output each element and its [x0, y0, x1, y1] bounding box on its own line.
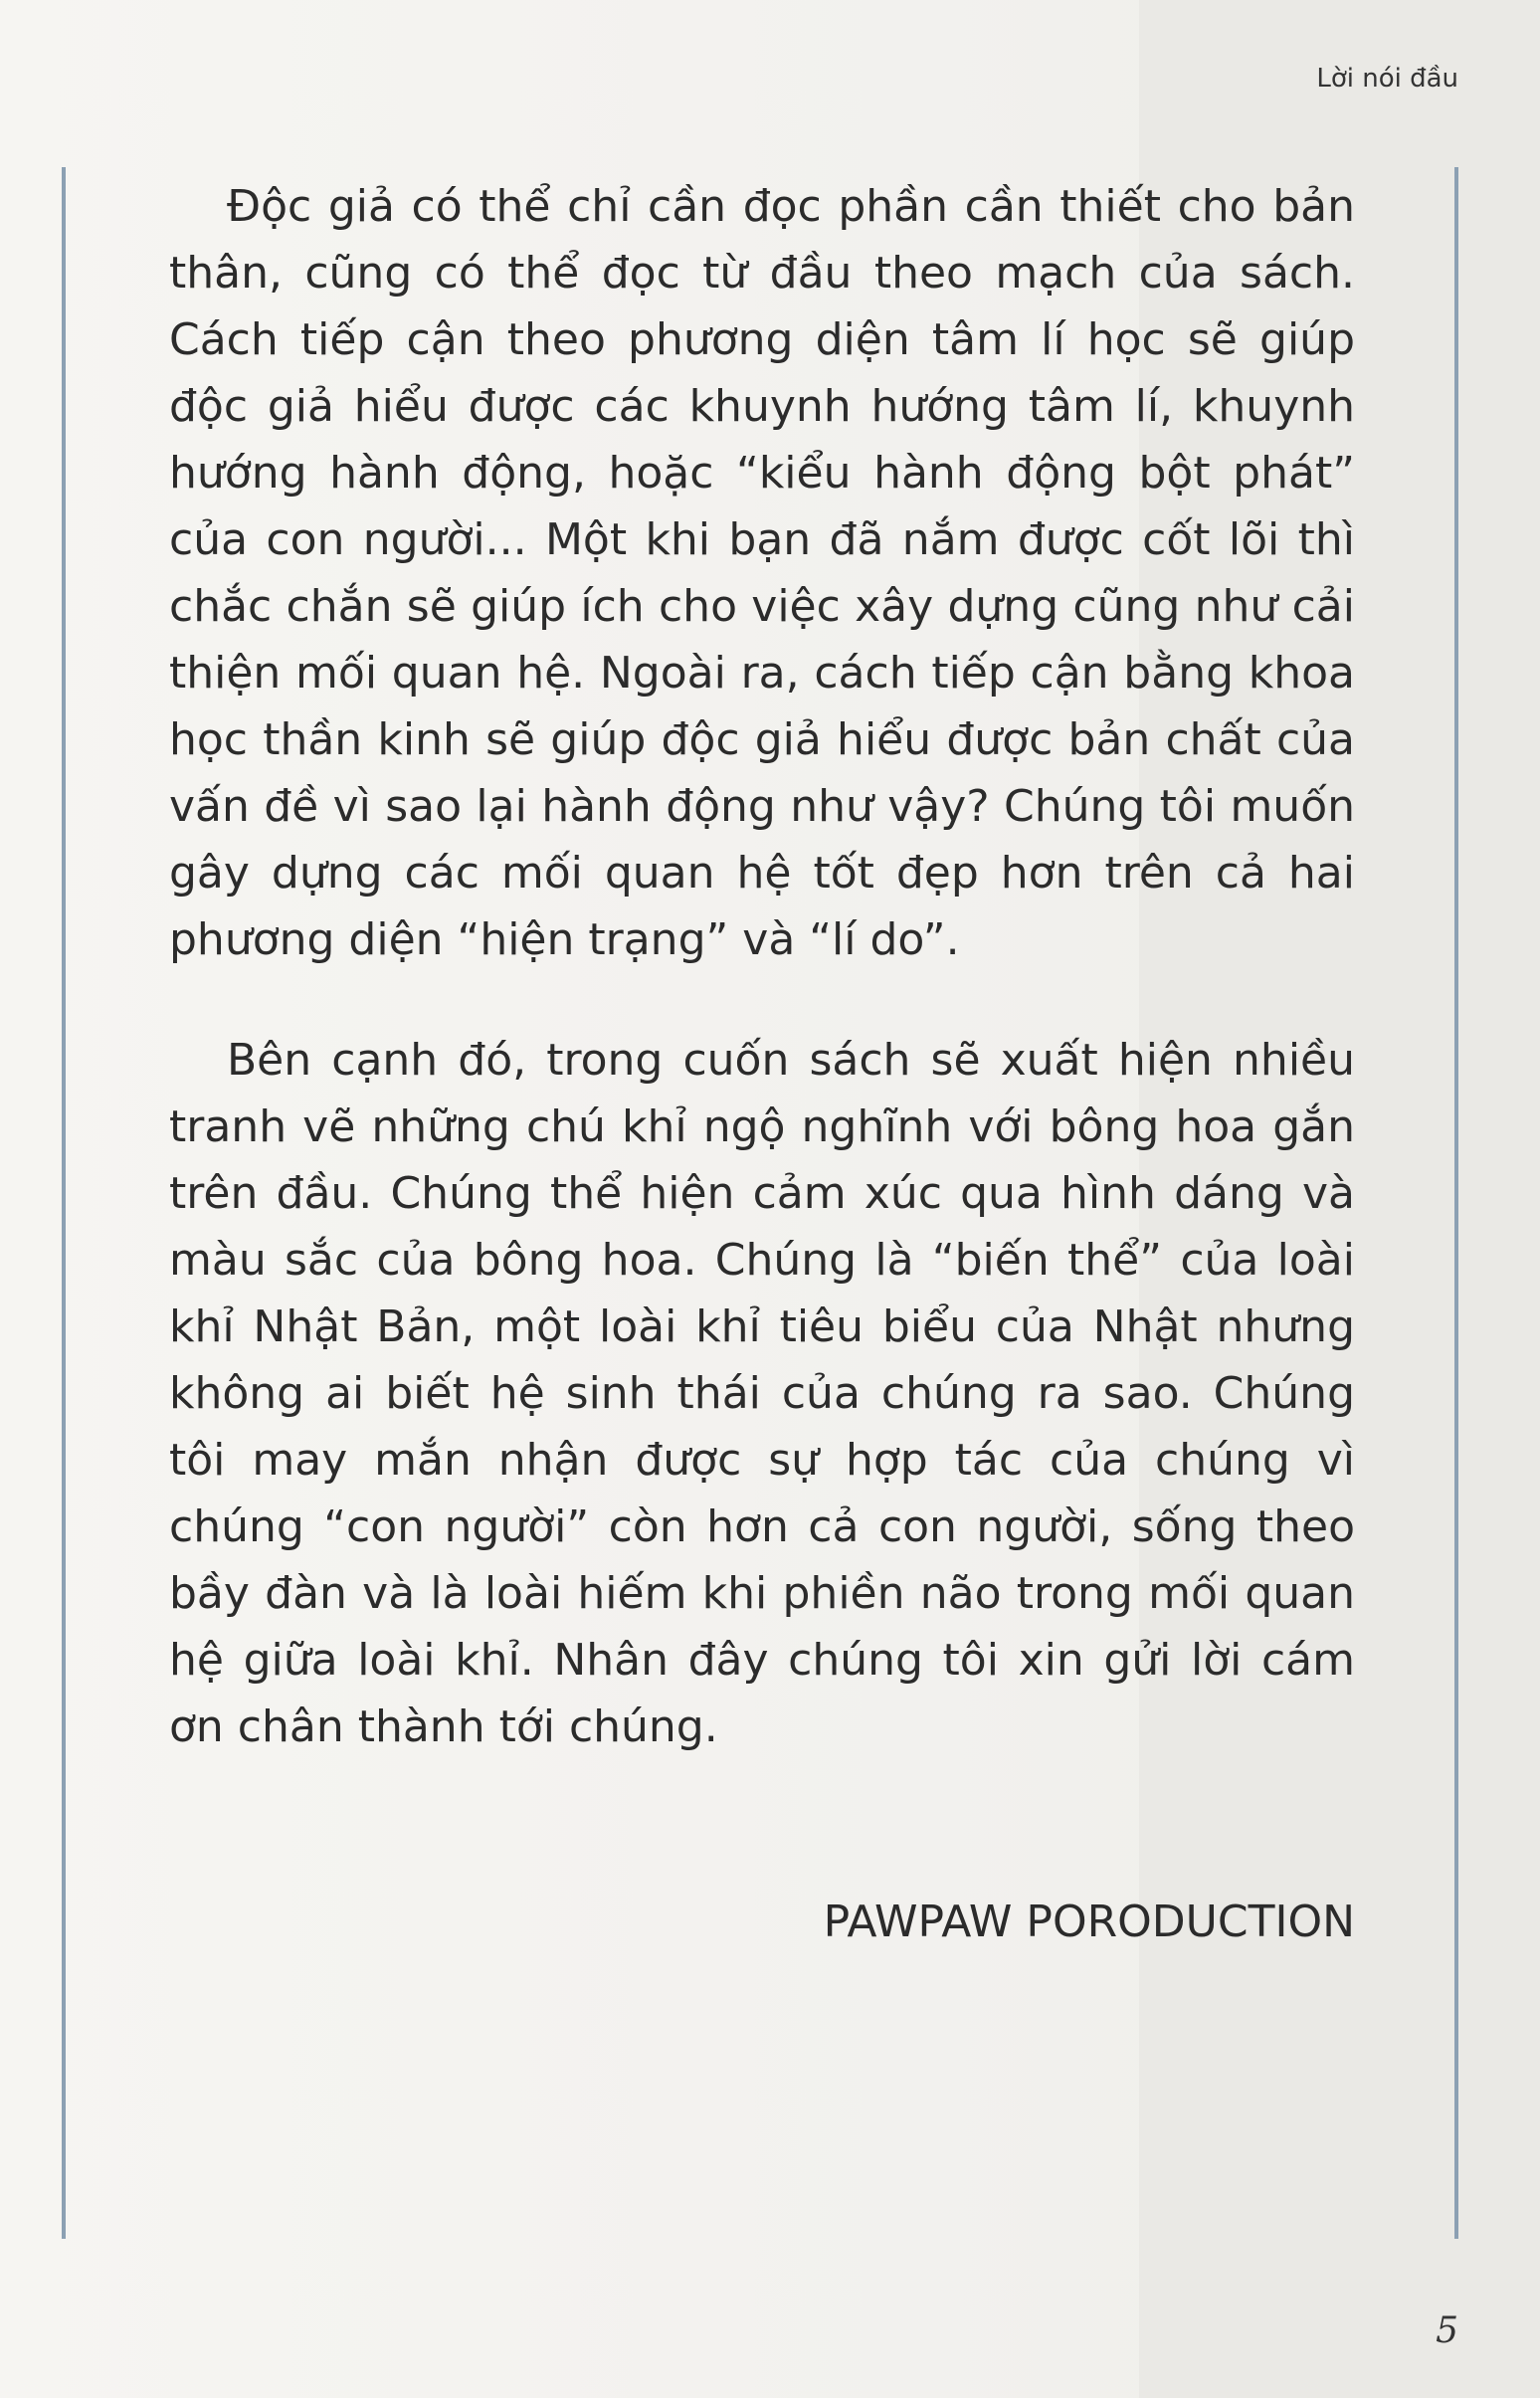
left-margin-rule	[62, 167, 66, 2239]
right-margin-rule	[1454, 167, 1458, 2239]
body-text	[169, 173, 1355, 1760]
signature: PAWPAW PORODUCTION	[823, 1897, 1355, 1947]
running-head: Lời nói đầu	[1316, 64, 1458, 94]
paragraph-2: Bên cạnh đó, trong cuốn sách sẽ xuất hiện nhiều tranh vẽ những chú khỉ ngộ nghĩnh với bông hoa gắn trên đầu. Chúng thể hiện cảm xúc qua hình dáng và màu sắc của bông hoa. Chúng là “biến thể” của loài khỉ Nhật Bản, một loài khỉ tiêu biểu của Nhật nhưng không ai biết hệ sinh thái của chúng ra sao. Chúng tôi may mắn nhận được sự hợp tác của chúng vì chúng “con người” còn hơn cả con người, sống theo bầy đàn và là loài hiếm khi phiền não trong mối quan hệ giữa loài khỉ. Nhân đây chúng tôi xin gửi lời cám ơn chân thành tới chúng.	[169, 1035, 1355, 1752]
paragraph-1: Độc giả có thể chỉ cần đọc phần cần thiết cho bản thân, cũng có thể đọc từ đầu theo mạch của sách. Cách tiếp cận theo phương diện tâm lí học sẽ giúp độc giả hiểu được các khuynh hướng tâm lí, khuynh hướng hành động, hoặc “kiểu hành động bột phát” của con người... Một khi bạn đã nắm được cốt lõi thì chắc chắn sẽ giúp ích cho việc xây dựng cũng như cải thiện mối quan hệ. Ngoài ra, cách tiếp cận bằng khoa học thần kinh sẽ giúp độc giả hiểu được bản chất của vấn đề vì sao lại hành động như vậy? Chúng tôi muốn gây dựng các mối quan hệ tốt đẹp hơn trên cả hai phương diện “hiện trạng” và “lí do”.	[169, 181, 1355, 965]
page-number: 5	[1436, 2310, 1458, 2351]
